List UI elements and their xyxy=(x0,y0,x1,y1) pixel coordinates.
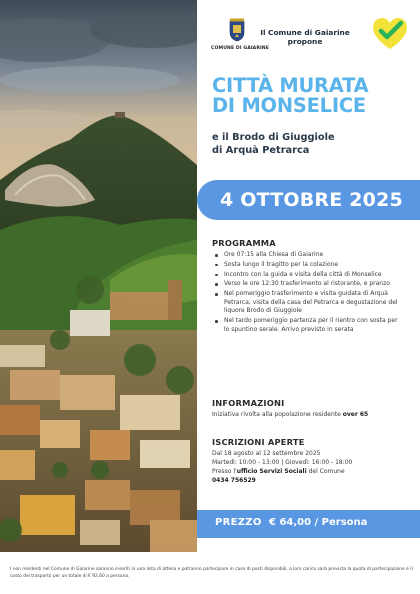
informazioni-body: Iniziativa rivolta alla popolazione residente xyxy=(212,411,341,418)
bullet-icon xyxy=(215,264,218,267)
list-item xyxy=(212,280,402,289)
iscrizioni-office: Presso l'ufficio Servizi Sociali del Comune xyxy=(212,468,345,475)
programma-heading: PROGRAMMA xyxy=(212,238,276,248)
page-subtitle xyxy=(212,132,412,157)
header-line-2: propone xyxy=(287,37,323,46)
list-item xyxy=(212,317,402,334)
list-item xyxy=(212,271,402,280)
price-banner xyxy=(197,510,420,538)
list-item-text: Nel pomeriggio trasferimento e visita guidata di Arquà Petrarca, visita della casa del Petrarca e degustazione del liquore Brodo di Giuggiole xyxy=(224,290,398,315)
title-line-1: CITTÀ MURATA xyxy=(212,74,369,97)
price-label: PREZZO xyxy=(215,517,262,528)
programma-list xyxy=(212,251,402,335)
iscrizioni-details xyxy=(212,449,412,485)
bullet-icon xyxy=(215,320,218,323)
subtitle-line-2: di Arquà Petrarca xyxy=(212,144,310,156)
price-value: € 64,00 / Persona xyxy=(269,517,368,528)
list-item-text: Ore 07:15 alla Chiesa di Gaiarine xyxy=(224,251,324,258)
list-item-text: Sosta lungo il tragitto per la colazione xyxy=(224,260,339,268)
list-item xyxy=(212,251,402,260)
heart-logo-icon xyxy=(372,17,408,51)
informazioni-heading: INFORMAZIONI xyxy=(212,398,285,408)
iscrizioni-hours: Martedì: 10:00 - 13:00 | Giovedì: 16:00 - 18:00 xyxy=(212,459,353,466)
bullet-icon xyxy=(215,254,218,257)
iscrizioni-dates: Dal 18 agosto al 12 settembre 2025 xyxy=(212,450,321,457)
list-item-text: Incontro con la guida e visita della città di Monselice xyxy=(224,270,382,278)
crest-label: COMUNE DI GAIARINE xyxy=(211,46,269,51)
subtitle-line-1: e il Brodo di Giuggiole xyxy=(212,132,335,143)
iscrizioni-phone[interactable]: 0434 756529 xyxy=(212,477,256,484)
list-item xyxy=(212,261,402,270)
informazioni-bold: over 65 xyxy=(342,411,369,418)
informazioni-text xyxy=(212,411,412,418)
bullet-icon xyxy=(215,293,218,296)
page-title xyxy=(212,76,417,116)
title-line-2: DI MONSELICE xyxy=(212,94,366,117)
event-date: 4 OTTOBRE 2025 xyxy=(220,189,403,211)
date-banner xyxy=(197,180,420,220)
header xyxy=(211,16,412,68)
iscrizioni-heading: ISCRIZIONI APERTE xyxy=(212,437,305,447)
header-line-1: Il Comune di Gaiarine xyxy=(260,28,350,37)
list-item-text: Nel tardo pomeriggio partenza per il rientro con sosta per lo spuntino serale. Arrivo previsto in serata xyxy=(224,317,398,333)
list-item xyxy=(212,290,402,316)
bullet-icon xyxy=(215,274,218,277)
list-item-text: Verso le ore 12:30 trasferimento al ristorante, e pranzo xyxy=(224,280,390,288)
monselice-photo xyxy=(0,0,197,552)
footnote: I non residenti nel Comune di Gaiarine saranno inseriti in una lista di attesa e potranno partecipare in caso di posti disponibili, a loro carico sarà prevista la quota di partecipazione e il costo del trasporto per un totale di € 92,60 a persona. xyxy=(10,567,413,579)
header-text xyxy=(260,28,350,46)
municipal-crest-icon xyxy=(228,18,246,42)
bullet-icon xyxy=(215,283,218,286)
